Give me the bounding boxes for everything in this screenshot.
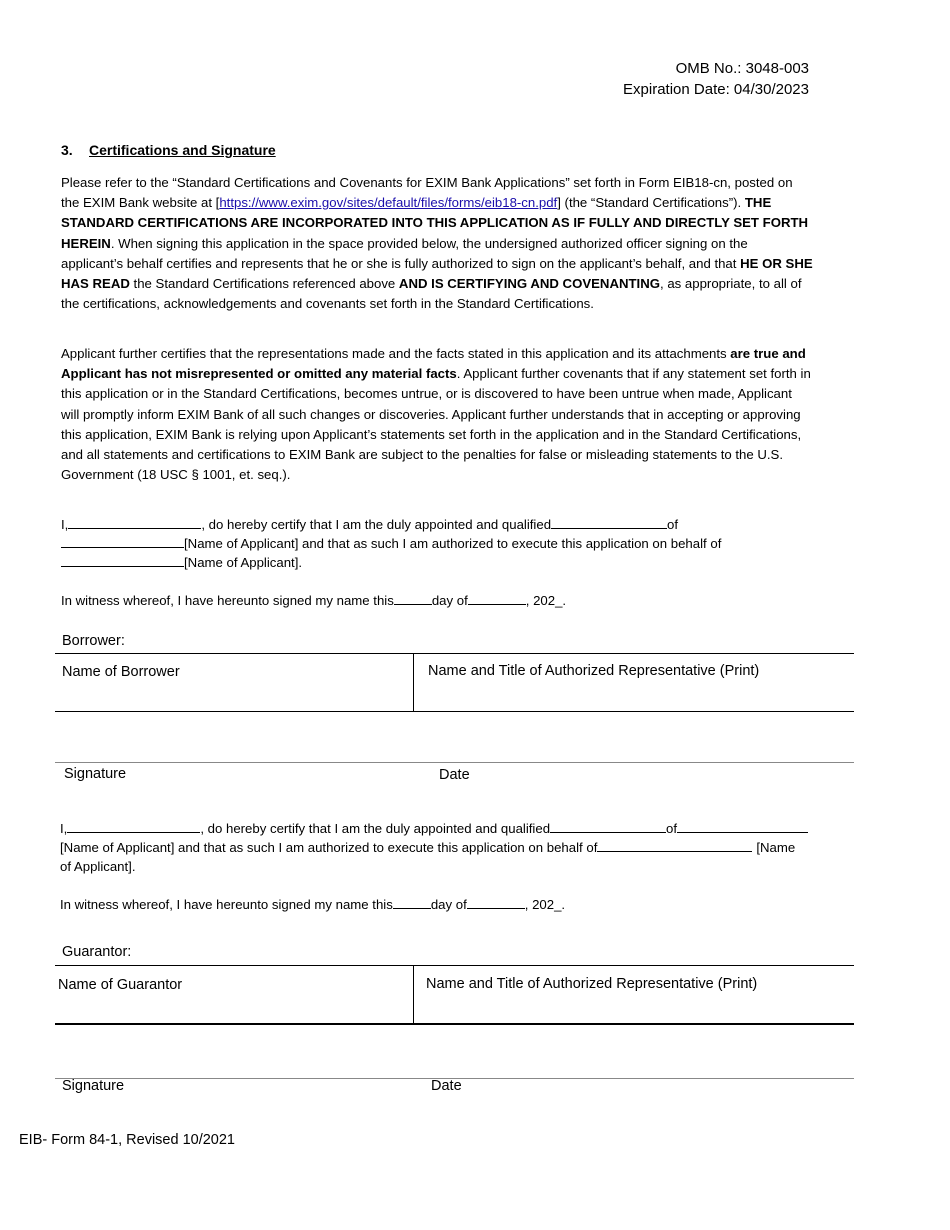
cert-mid: , do hereby certify that I am the duly appointed and qualified [200, 821, 551, 836]
borrower-witness-line [61, 591, 566, 610]
day-blank[interactable] [393, 895, 431, 909]
omb-number: OMB No.: 3048-003 [675, 60, 809, 77]
guarantor-rep-label: Name and Title of Authorized Representative (Print) [426, 976, 758, 992]
witness-b: day of [430, 897, 467, 912]
cert-name-2: of Applicant]. [60, 859, 136, 874]
eib18-cn-link[interactable]: https://www.exim.gov/sites/default/files/forms/eib18-cn.pdf [219, 195, 558, 211]
cert-name-1: [Name of Applicant] and that as such I am authorized to execute this application on behalf of [60, 840, 598, 855]
guarantor-witness-line [60, 895, 565, 914]
applicant-name-blank[interactable] [677, 819, 808, 833]
para1-text-4: the Standard Certifications referenced above [129, 276, 399, 292]
borrower-cert-line-1 [61, 515, 678, 534]
witness-c: , 202_. [524, 897, 566, 912]
para2-bold-1: are true and Applicant has not misrepresented or omitted any material facts [61, 346, 806, 382]
borrower-date-label: Date [439, 767, 470, 783]
officer-name-blank[interactable] [68, 515, 201, 529]
cert-of: of [667, 517, 679, 532]
guarantor-table-divider [413, 965, 414, 1023]
para1-text-5: , as appropriate, to all of the certifications, acknowledgements and covenants set forth in the Standard Certifications. [61, 276, 802, 312]
borrower-rep-label: Name and Title of Authorized Representative (Print) [428, 663, 760, 679]
applicant-name-blank[interactable] [61, 534, 184, 548]
applicant-certification-paragraph [61, 344, 813, 485]
form-footer: EIB- Form 84-1, Revised 10/2021 [19, 1132, 235, 1148]
applicant-name-blank-2[interactable] [597, 838, 752, 852]
para2-text-2: . Applicant further covenants that if any statement set forth in this application or in the Standard Certifications, becomes untrue, or is discovered to have been untrue when made, Applicant will promptly inform EXIM Bank of all such changes or discoveries. Applicant further understands that in accepting or approving this application, EXIM Bank is relying upon Applicant’s statements set forth in the application and in the Standard Certifications, and all statements and certifications to EXIM Bank are subject to the penalties for false or misleading statements to the U.S. Government (18 USC § 1001, et. seq.). [61, 366, 811, 483]
guarantor-table-top [55, 965, 854, 966]
guarantor-cert-line-3 [60, 857, 136, 876]
borrower-signature-label: Signature [64, 766, 127, 782]
cert-i: I, [60, 821, 68, 836]
cert-i: I, [61, 517, 69, 532]
para1-bold-1: THE STANDARD CERTIFICATIONS ARE INCORPORATED INTO THIS APPLICATION AS IF FULLY AND DIRECTLY SET FORTH HEREIN [61, 195, 809, 251]
omb-header [623, 58, 809, 100]
para1-bold-3: AND IS CERTIFYING AND COVENANTING [398, 276, 660, 292]
borrower-cert-line-2 [61, 534, 721, 553]
witness-b: day of [431, 593, 468, 608]
witness-a: In witness whereof, I have hereunto signed my name this [61, 593, 394, 608]
cert-mid: , do hereby certify that I am the duly appointed and qualified [201, 517, 552, 532]
witness-c: , 202_. [525, 593, 567, 608]
para1-text-3: . When signing this application in the space provided below, the undersigned authorized officer signing on the applicant’s behalf certifies and represents that he or she is fully authorized to sign on the applicant’s behalf, and that [61, 235, 748, 271]
section-title [61, 142, 276, 158]
name-of-borrower-label: Name of Borrower [62, 664, 180, 680]
guarantor-cert-line-2 [60, 838, 795, 857]
expiration-date: Expiration Date: 04/30/2023 [623, 81, 809, 98]
para1-text-1: Please refer to the “Standard Certifications and Covenants for EXIM Bank Applications” set forth in Form EIB18-cn, posted on the EXIM Bank website at [ [61, 175, 793, 211]
guarantor-table-bottom [55, 1023, 854, 1025]
borrower-table-top [55, 653, 854, 654]
borrower-signature-line[interactable] [55, 762, 854, 763]
borrower-table-bottom [55, 711, 854, 712]
borrower-table-divider [413, 653, 414, 711]
applicant-name-blank-2[interactable] [61, 553, 184, 567]
day-blank[interactable] [394, 591, 432, 605]
officer-title-blank[interactable] [550, 819, 666, 833]
para1-bold-2: HE OR SHE HAS READ [61, 255, 813, 292]
month-blank[interactable] [468, 591, 526, 605]
para1-text-2: ] (the “Standard Certifications”). [557, 195, 745, 211]
officer-name-blank[interactable] [67, 819, 200, 833]
section-title-text: Certifications and Signature [89, 142, 276, 158]
month-blank[interactable] [467, 895, 525, 909]
guarantor-date-label: Date [431, 1078, 462, 1094]
para2-text-1: Applicant further certifies that the representations made and the facts stated in this application and its attachments [61, 346, 731, 361]
name-of-guarantor-label: Name of Guarantor [58, 977, 183, 993]
guarantor-signature-label: Signature [62, 1078, 125, 1094]
cert-of: of [666, 821, 678, 836]
borrower-cert-line-3 [61, 553, 302, 572]
guarantor-cert-line-1 [60, 819, 808, 838]
guarantor-label: Guarantor: [62, 944, 132, 960]
certifications-paragraph [61, 173, 813, 314]
borrower-label: Borrower: [62, 633, 125, 649]
section-number: 3. [61, 142, 73, 158]
cert-name-2: [Name of Applicant]. [184, 555, 303, 570]
witness-a: In witness whereof, I have hereunto signed my name this [60, 897, 393, 912]
cert-name-tail: [Name [756, 840, 796, 855]
cert-name-1: [Name of Applicant] and that as such I am authorized to execute this application on behalf of [184, 536, 722, 551]
officer-title-blank[interactable] [551, 515, 667, 529]
